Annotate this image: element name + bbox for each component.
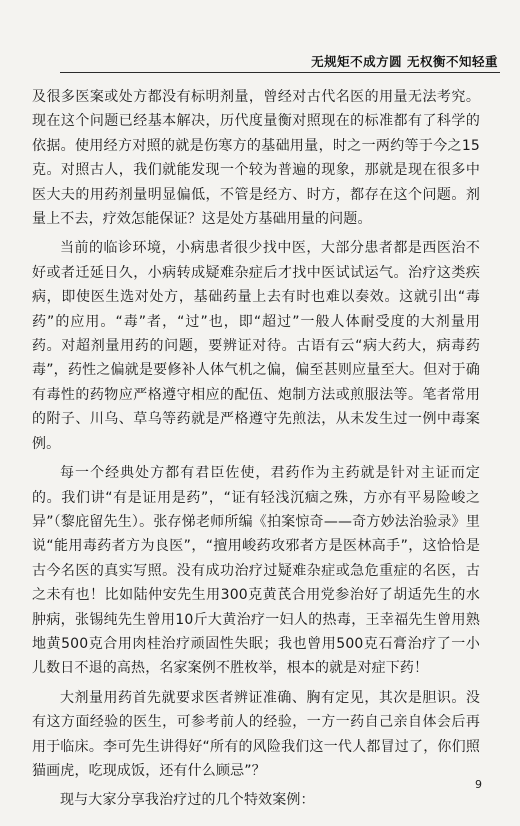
paragraph-3: 每一个经典处方都有君臣佐使，君药作为主药就是针对主证而定的。我们讲“有是证用是药”，“证有轻浅沉痼之殊，方亦有平易险峻之异”（黎庇留先生）。张存悌老师所编《拍案惊奇——奇方妙法治验录》里说“能用毒药者方为良医”，“擅用峻药攻邪者方是医林高手”，这恰恰是古今名医的真实写照。没有成功治疗过疑难杂症或急危重症的名医，古之未有也！比如陆仲安先生用300克黄芪合用党参治好了胡适先生的水肿病，张锡纯先生曾用10斤大黄治疗一妇人的热毒，王幸福先生曾用熟地黄500克合用肉桂治疗顽固性失眠；我也曾用500克石膏治疗了一小儿数日不退的高热，名家案例不胜枚举，根本的就是对症下药！: [32, 465, 480, 677]
paragraph-4: 大剂量用药首先就要求医者辨证准确、胸有定见，其次是胆识。没有这方面经验的医生，可参考前人的经验，一方一药自己亲自体会后再用于临床。李可先生讲得好“所有的风险我们这一代人都冒过了，你们照猫画虎，吃现成饭，还有什么顾忌”？: [32, 689, 480, 779]
paragraph-1: 及很多医案或处方都没有标明剂量，曾经对古代名医的用量无法考究。现在这个问题已经基本解决，历代度量衡对照现在的标准都有了科学的依据。使用经方对照的就是伤寒方的基础用量，时之一两约等于今之15克。对照古人，我们就能发现一个较为普遍的现象，那就是现在很多中医大夫的用药剂量明显偏低，不管是经方、时方，都存在这个问题。剂量上不去，疗效怎能保证？这是处方基础用量的问题。: [32, 89, 480, 228]
paragraph-5: 现与大家分享我治疗过的几个特效案例：: [60, 792, 315, 809]
paragraph-2: 当前的临诊环境，小病患者很少找中医，大部分患者都是西医治不好或者迁延日久，小病转成疑难杂症后才找中医试试运气。治疗这类疾病，即使医生选对处方，基础药量上去有时也难以奏效。这就引出“毒药”的应用。“毒”者，“过”也，即“超过”一般人体耐受度的大剂量用药。对超剂量用药的问题，要辨证对待。古语有云“病大药大，病毒药毒”，药性之偏就是要修补人体气机之偏，偏至甚则应量至大。但对于确有毒性的药物应严格遵守相应的配伍、炮制方法或煎服法等。笔者常用的附子、川乌、草乌等药就是严格遵守先煎法，从未发生过一例中毒案例。: [32, 240, 480, 452]
header-rule: [60, 72, 500, 73]
running-header-title: 无规矩不成方圆 无权衡不知轻重: [311, 54, 498, 69]
page-number: 9: [475, 778, 482, 791]
body-text: [32, 85, 480, 818]
